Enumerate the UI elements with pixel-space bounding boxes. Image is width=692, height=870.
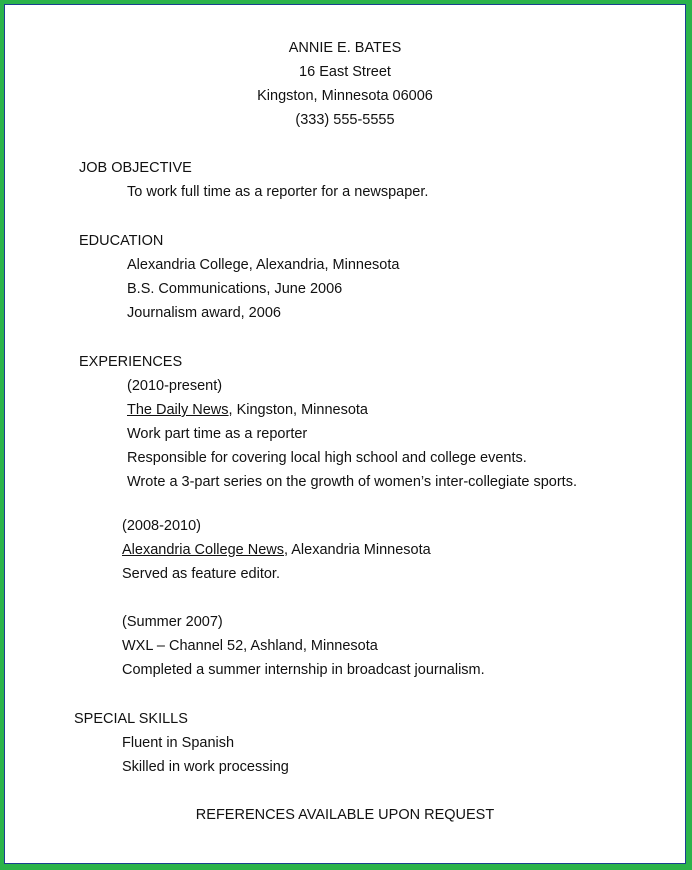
job-objective-text: To work full time as a reporter for a newspaper. xyxy=(127,184,429,200)
job-period: (2008-2010) xyxy=(122,518,201,534)
city-state-zip: Kingston, Minnesota 06006 xyxy=(257,88,433,104)
job-employer-line: WXL – Channel 52, Ashland, Minnesota xyxy=(122,638,378,654)
street-address: 16 East Street xyxy=(299,64,391,80)
experiences-heading: EXPERIENCES xyxy=(79,354,183,370)
education-line: Alexandria College, Alexandria, Minnesota xyxy=(127,257,400,273)
job-detail: Served as feature editor. xyxy=(122,566,280,582)
special-skills-heading: SPECIAL SKILLS xyxy=(74,711,188,727)
job-detail: Wrote a 3-part series on the growth of women’s inter-collegiate sports. xyxy=(127,474,577,490)
education-line: B.S. Communications, June 2006 xyxy=(127,281,343,297)
resume-page xyxy=(4,4,686,864)
skill-line: Fluent in Spanish xyxy=(122,735,235,751)
employer-location: , Alexandria Minnesota xyxy=(284,542,431,558)
education-heading: EDUCATION xyxy=(79,233,164,249)
references-note: REFERENCES AVAILABLE UPON REQUEST xyxy=(195,807,495,823)
job-employer-line xyxy=(127,401,368,419)
job-employer-line xyxy=(122,541,431,559)
job-detail: Work part time as a reporter xyxy=(127,426,308,442)
applicant-name: ANNIE E. BATES xyxy=(288,40,402,56)
job-detail: Responsible for covering local high school and college events. xyxy=(127,450,527,466)
employer-location: , Kingston, Minnesota xyxy=(228,402,368,418)
job-detail: Completed a summer internship in broadcast journalism. xyxy=(122,662,485,678)
phone-number: (333) 555-5555 xyxy=(295,112,395,128)
education-line: Journalism award, 2006 xyxy=(127,305,281,321)
job-period: (Summer 2007) xyxy=(122,614,223,630)
skill-line: Skilled in work processing xyxy=(122,759,289,775)
employer-name: The Daily News xyxy=(127,402,229,418)
job-period: (2010-present) xyxy=(127,378,223,394)
job-objective-heading: JOB OBJECTIVE xyxy=(79,160,192,176)
employer-name: Alexandria College News xyxy=(122,542,284,558)
